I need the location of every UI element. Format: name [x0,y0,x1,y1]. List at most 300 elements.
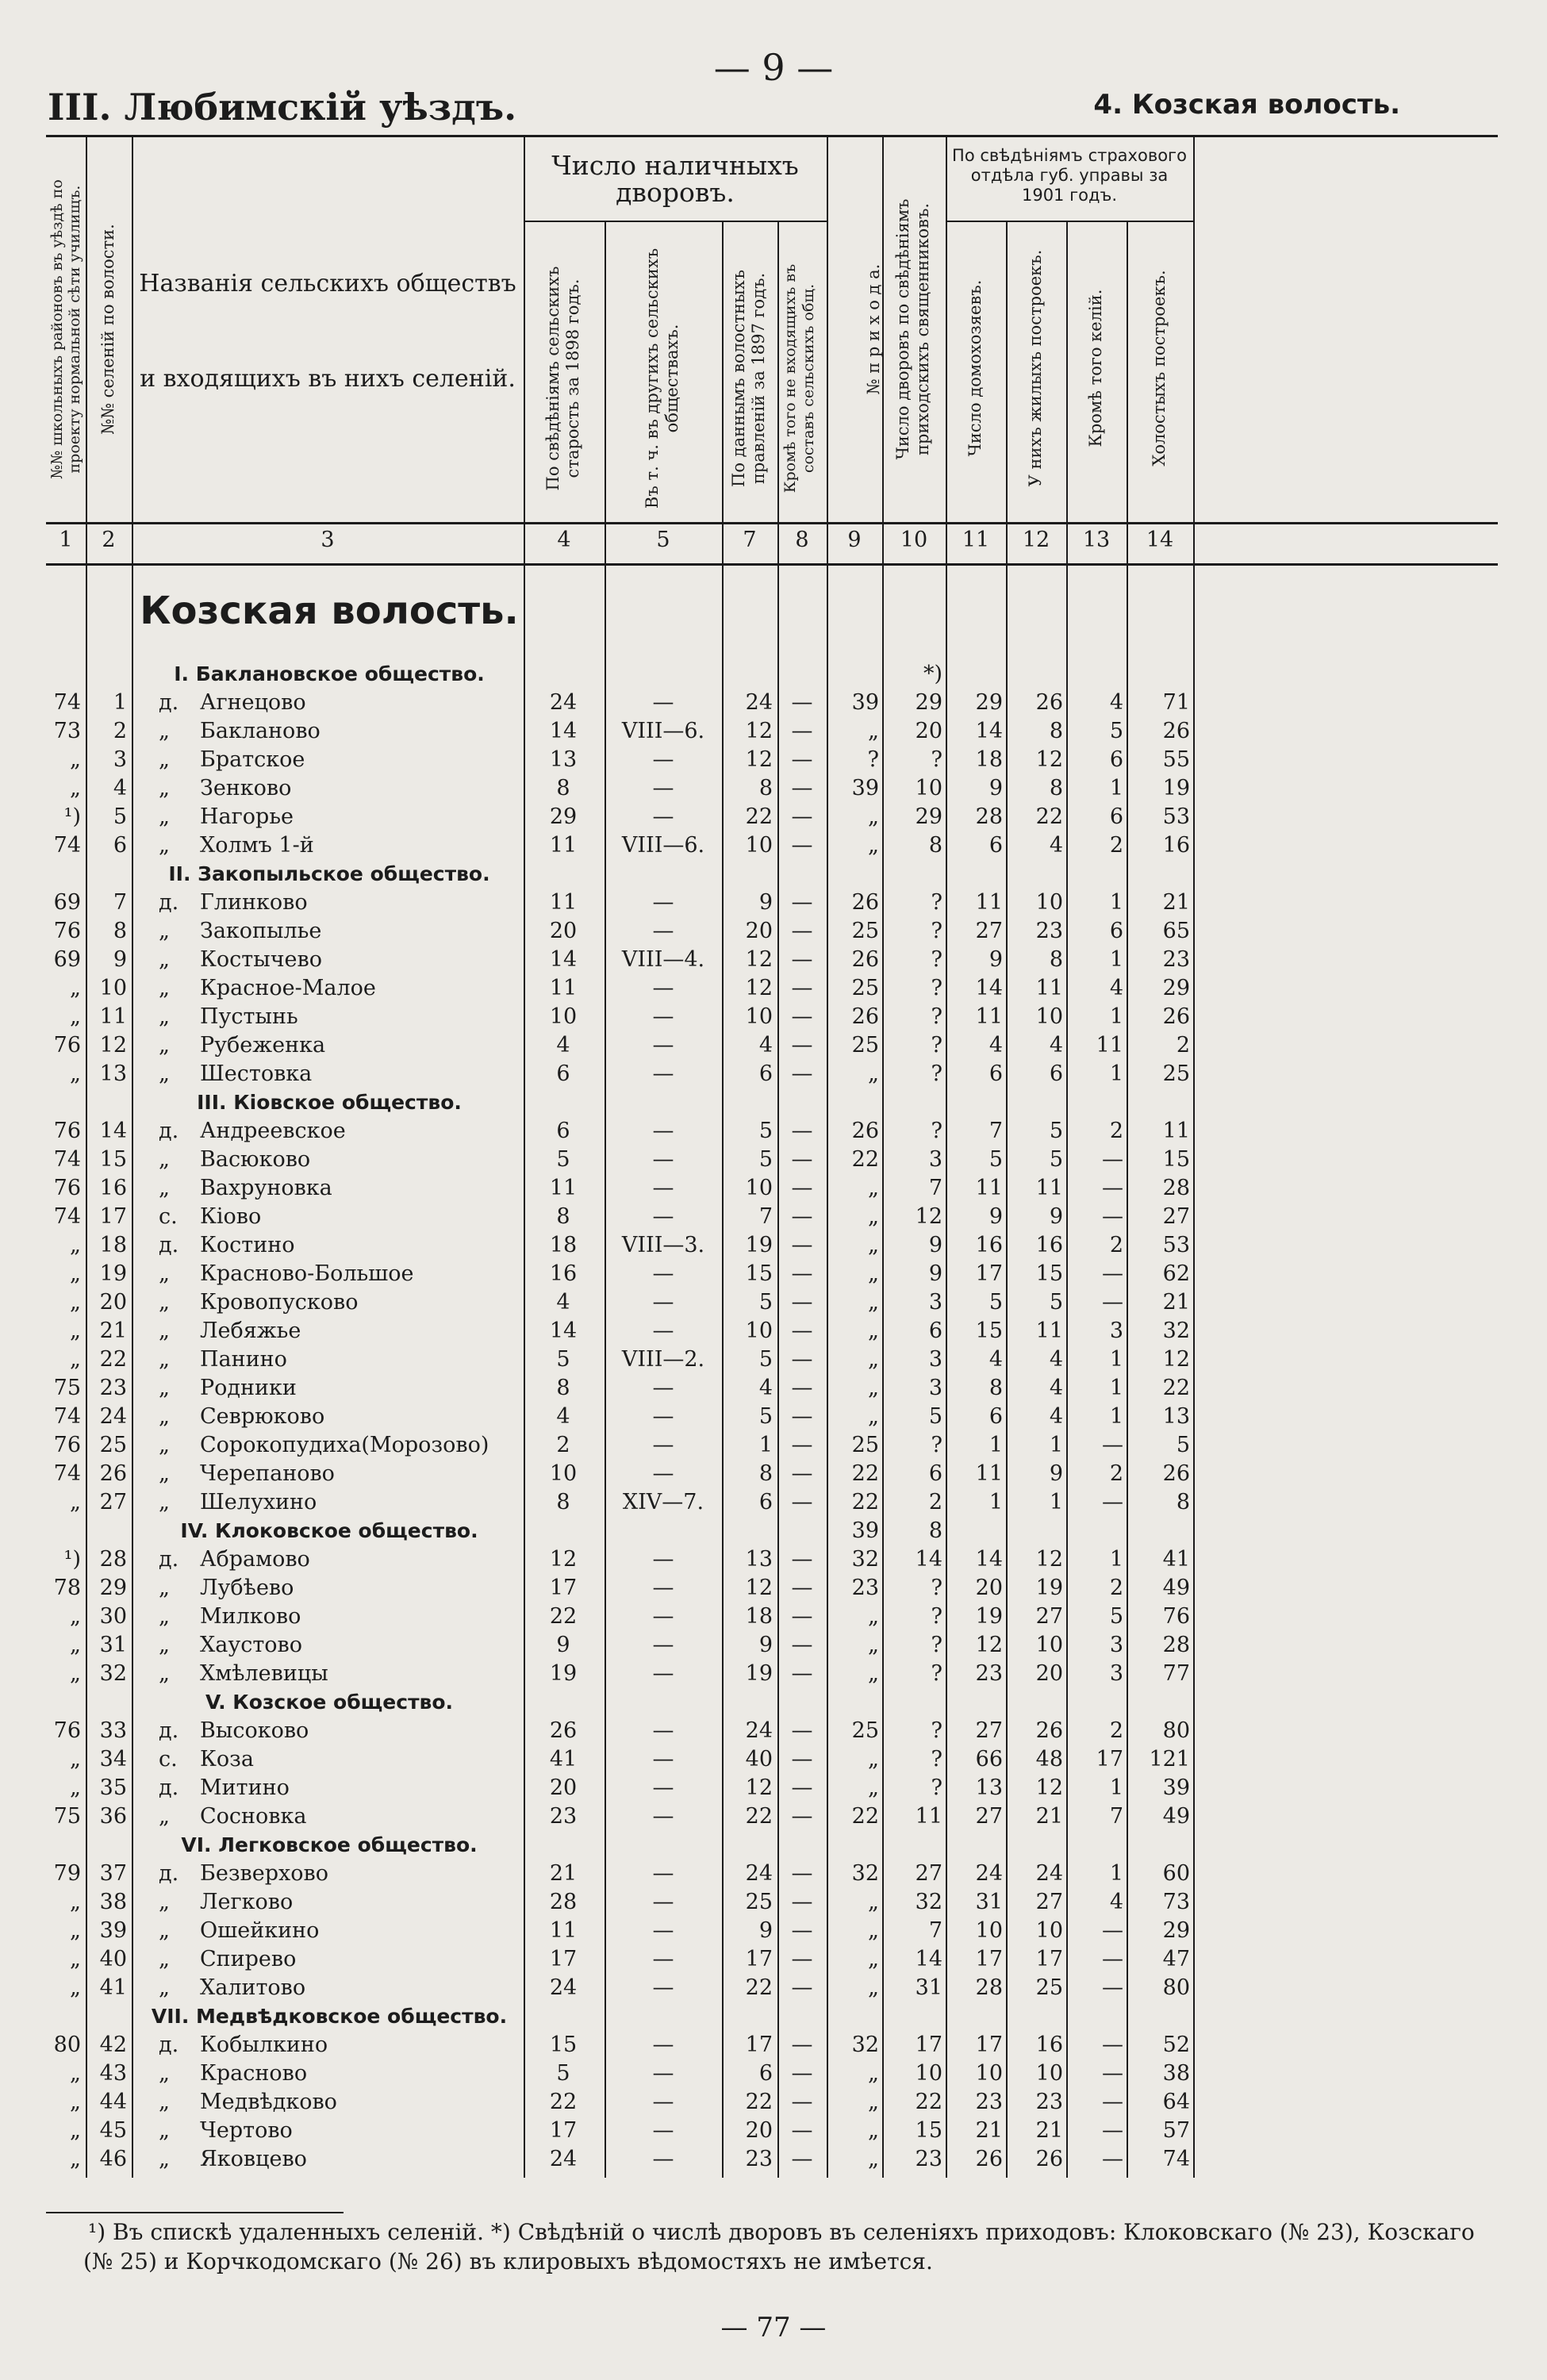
cell-col-11: 28 [975,804,1003,829]
cell-col-11: 14 [975,719,1003,743]
cell-col-7: 4 [758,1376,773,1400]
cell-col-1: ¹) [63,804,81,829]
cell-col-5: — [652,1290,674,1315]
settlement-type: с. [159,1204,178,1229]
village-name: Рубеженка [200,1033,326,1058]
cell-col-1: 76 [53,1119,81,1143]
cell-col-11: 12 [975,1633,1003,1657]
cell-col-4: 14 [549,1319,578,1343]
cell-col-8: — [791,2090,813,2114]
village-row [0,1945,1547,1974]
cell-col-1: „ [70,747,81,772]
cell-col-5: — [652,1633,674,1657]
village-row [0,889,1547,917]
cell-col-11: 17 [975,1261,1003,1286]
village-row [0,1860,1547,1888]
cell-col-14: 41 [1162,1547,1190,1572]
cell-col-4: 12 [549,1547,578,1572]
cell-col-14: 65 [1162,919,1190,943]
cell-col-10: ? [931,1661,942,1686]
cell-col-14: 53 [1162,1233,1190,1257]
cell-col-10: ? [931,919,942,943]
cell-col-8: — [791,1661,813,1686]
cell-col-4: 29 [549,804,578,829]
cell-col-10: 15 [915,2118,942,2143]
cell-col-13: 1 [1109,1404,1123,1429]
cell-col-5: — [652,1204,674,1229]
cell-col-1: 79 [53,1861,81,1886]
cell-col-1: 74 [53,690,81,715]
settlement-type: „ [159,976,170,1000]
cell-col-5: — [652,1918,674,1943]
cell-col-7: 10 [745,833,773,858]
cell-col-10: 6 [928,1319,942,1343]
cell-col-10: ? [931,1033,942,1058]
cell-col-11: 1 [988,1433,1003,1457]
cell-col-11: 21 [975,2118,1003,2143]
cell-col-5: VIII—6. [621,719,705,743]
cell-col-2: 36 [99,1804,127,1829]
cell-col-14: 60 [1162,1861,1190,1886]
cell-col-7: 10 [745,1176,773,1200]
cell-col-7: 18 [745,1604,773,1629]
cell-col-9: „ [868,2118,879,2143]
cell-col-14: 27 [1162,1204,1190,1229]
cell-col-10: 7 [928,1176,942,1200]
village-row [0,1403,1547,1431]
village-name: Спирево [200,1947,297,1971]
village-name: Кіово [200,1204,262,1229]
cell-col-13: 1 [1109,1861,1123,1886]
cell-col-11: 10 [975,2061,1003,2086]
cell-col-11: 9 [988,947,1003,972]
settlement-type: „ [159,2118,170,2143]
cell-col-10: 32 [915,1890,942,1914]
village-row [0,1717,1547,1745]
cell-col-14: 23 [1162,947,1190,972]
village-name: Чертово [200,2118,293,2143]
cell-col-12: 10 [1035,2061,1063,2086]
cell-col-14: 80 [1162,1975,1190,2000]
cell-col-2: 7 [113,890,127,915]
cell-col-12: 12 [1035,1547,1063,1572]
settlement-type: д. [159,1718,179,1743]
cell-col-9: „ [868,1204,879,1229]
cell-col-9: „ [868,2147,879,2171]
cell-col-1: 76 [53,1433,81,1457]
cell-col-7: 12 [745,947,773,972]
column-number: 12 [1022,528,1050,552]
cell-col-5: — [652,2061,674,2086]
cell-col-1: 75 [53,1376,81,1400]
cell-col-11: 11 [975,1004,1003,1029]
cell-col-10: 8 [928,1518,942,1543]
cell-col-14: 53 [1162,804,1190,829]
cell-col-1: „ [70,1290,81,1315]
cell-col-8: — [791,1747,813,1772]
cell-col-10: ? [931,1119,942,1143]
cell-col-11: 11 [975,890,1003,915]
cell-col-12: 11 [1035,976,1063,1000]
cell-col-4: 8 [556,1490,570,1514]
cell-col-10: 23 [915,2147,942,2171]
cell-col-9: 39 [851,1518,879,1543]
settlement-type: с. [159,1747,178,1772]
village-name: Холмъ 1-й [200,833,314,858]
cell-col-11: 16 [975,1233,1003,1257]
cell-col-10: 3 [928,1290,942,1315]
cell-col-13: — [1102,2033,1123,2057]
cell-col-1: 78 [53,1576,81,1600]
cell-col-12: 48 [1035,1747,1063,1772]
cell-col-8: — [791,1347,813,1372]
cell-col-11: 1 [988,1490,1003,1514]
cell-col-13: 5 [1109,719,1123,743]
village-row [0,917,1547,946]
settlement-type: „ [159,947,170,972]
cell-col-5: — [652,1604,674,1629]
cell-col-14: 47 [1162,1947,1190,1971]
cell-col-10: 22 [915,2090,942,2114]
cell-col-13: 1 [1109,776,1123,800]
cell-col-13: 1 [1109,890,1123,915]
cell-col-2: 17 [99,1204,127,1229]
cell-col-7: 12 [745,976,773,1000]
column-number: 1 [59,528,73,552]
column-number: 8 [795,528,809,552]
cell-col-12: 16 [1035,1233,1063,1257]
cell-col-11: 24 [975,1861,1003,1886]
cell-col-7: 19 [745,1661,773,1686]
cell-col-1: „ [70,1918,81,1943]
cell-col-2: 26 [99,1461,127,1486]
header-other-societies: Въ т. ч. въ другихъ сельскихъ обществахъ. [643,248,681,509]
cell-col-1: ¹) [63,1547,81,1572]
village-name: Лебяжье [200,1319,301,1343]
cell-col-2: 45 [99,2118,127,2143]
cell-col-5: — [652,1033,674,1058]
cell-col-2: 32 [99,1661,127,1686]
settlement-type: „ [159,1461,170,1486]
cell-col-2: 15 [99,1147,127,1172]
cell-col-10: 11 [915,1804,942,1829]
cell-col-4: 11 [549,1176,578,1200]
village-name: Зенково [200,776,292,800]
cell-col-1: 73 [53,719,81,743]
settlement-type: „ [159,1176,170,1200]
cell-col-8: — [791,1461,813,1486]
cell-col-12: 27 [1035,1604,1063,1629]
cell-col-7: 19 [745,1233,773,1257]
header-priest-households: Число дворовъ по свѣдѣніямъ приходскихъ священниковъ. [893,198,932,460]
cell-col-12: 8 [1049,947,1063,972]
cell-col-1: „ [70,1061,81,1086]
cell-col-14: 74 [1162,2147,1190,2171]
cell-col-7: 9 [758,890,773,915]
village-row [0,1460,1547,1488]
settlement-type: „ [159,2061,170,2086]
cell-col-2: 10 [99,976,127,1000]
cell-col-14: 2 [1176,1033,1190,1058]
cell-col-12: 21 [1035,1804,1063,1829]
cell-col-9: 32 [851,1861,879,1886]
cell-col-13: 6 [1109,747,1123,772]
settlement-type: „ [159,2090,170,2114]
cell-col-14: 49 [1162,1804,1190,1829]
cell-col-8: — [791,1918,813,1943]
village-name: Медвѣдково [200,2090,337,2114]
cell-col-11: 15 [975,1319,1003,1343]
cell-col-4: 2 [556,1433,570,1457]
cell-col-12: 8 [1049,776,1063,800]
settlement-type: „ [159,1975,170,2000]
cell-col-5: VIII—2. [621,1347,705,1372]
cell-col-8: — [791,2118,813,2143]
cell-col-7: 5 [758,1119,773,1143]
cell-col-13: — [1102,2147,1123,2171]
cell-col-7: 20 [745,2118,773,2143]
cell-col-11: 11 [975,1461,1003,1486]
village-name: Милково [200,1604,301,1629]
village-row [0,1603,1547,1631]
cell-col-13: 6 [1109,804,1123,829]
cell-col-11: 27 [975,1718,1003,1743]
cell-col-9: „ [868,1233,879,1257]
settlement-type: „ [159,1576,170,1600]
cell-col-14: 21 [1162,890,1190,915]
village-name: Красново-Большое [200,1261,414,1286]
cell-col-14: 26 [1162,719,1190,743]
cell-col-13: 5 [1109,1604,1123,1629]
cell-col-2: 18 [99,1233,127,1257]
cell-col-8: — [791,1261,813,1286]
cell-col-12: 8 [1049,719,1063,743]
cell-col-5: — [652,1004,674,1029]
cell-col-5: — [652,2147,674,2171]
header-insurance-group: По свѣдѣніямъ страхового отдѣла губ. управы за 1901 годъ. [952,146,1187,205]
village-name: Абрамово [200,1547,310,1572]
cell-col-2: 24 [99,1404,127,1429]
cell-col-2: 41 [99,1975,127,2000]
cell-col-7: 24 [745,1861,773,1886]
cell-col-12: 10 [1035,1004,1063,1029]
cell-col-14: 11 [1162,1119,1190,1143]
cell-col-7: 10 [745,1319,773,1343]
village-row [0,774,1547,803]
village-row [0,717,1547,746]
cell-col-14: 25 [1162,1061,1190,1086]
cell-col-11: 29 [975,690,1003,715]
cell-col-14: 55 [1162,747,1190,772]
cell-col-5: — [652,1461,674,1486]
cell-col-9: „ [868,1775,879,1800]
cell-col-5: — [652,976,674,1000]
village-row [0,1003,1547,1031]
village-name: Севрюково [200,1404,325,1429]
cell-col-5: — [652,1975,674,2000]
cell-col-14: 26 [1162,1004,1190,1029]
cell-col-13: 7 [1109,1804,1123,1829]
settlement-type: „ [159,1633,170,1657]
cell-col-7: 10 [745,1004,773,1029]
settlement-type: д. [159,2033,179,2057]
table-body [0,660,1547,2174]
village-name: Сосновка [200,1804,307,1829]
cell-col-8: — [791,2147,813,2171]
cell-col-14: 19 [1162,776,1190,800]
village-name: Шестовка [200,1061,313,1086]
cell-col-2: 40 [99,1947,127,1971]
cell-col-10: 17 [915,2033,942,2057]
cell-col-1: „ [70,1604,81,1629]
cell-col-10: ? [931,1576,942,1600]
cell-col-8: — [791,919,813,943]
village-row [0,2088,1547,2117]
village-name: Васюково [200,1147,311,1172]
cell-col-7: 15 [745,1261,773,1286]
footnote: ¹) Въ спискѣ удаленныхъ селеній. *) Свѣдѣній о числѣ дворовъ въ селеніяхъ приходовъ: Клоковскаго (№ 23), Козскаго (№ 25) и Корчкодомскаго (№ 26) въ клировыхъ вѣдомостяхъ не имѣется. [83,2219,1475,2274]
village-row [0,2145,1547,2174]
cell-col-12: 26 [1035,1718,1063,1743]
settlement-type: „ [159,1890,170,1914]
settlement-type: „ [159,747,170,772]
cell-col-9: 39 [851,690,879,715]
society-row [0,860,1547,889]
village-row [0,1431,1547,1460]
cell-col-2: 42 [99,2033,127,2057]
cell-col-8: — [791,747,813,772]
cell-col-8: — [791,1975,813,2000]
cell-col-1: 76 [53,919,81,943]
cell-col-8: — [791,1576,813,1600]
cell-col-9: 22 [851,1804,879,1829]
cell-col-4: 23 [549,1804,578,1829]
cell-col-13: 2 [1109,1576,1123,1600]
cell-col-4: 4 [556,1033,570,1058]
cell-col-2: 30 [99,1604,127,1629]
cell-col-10: ? [931,1718,942,1743]
cell-col-10: ? [931,1775,942,1800]
column-number: 14 [1146,528,1174,552]
cell-col-4: 41 [549,1747,578,1772]
settlement-type: „ [159,1147,170,1172]
settlement-type: „ [159,1918,170,1943]
header-village-number: №№ селеній по волости. [98,224,117,435]
cell-col-9: „ [868,1347,879,1372]
cell-col-7: 23 [745,2147,773,2171]
volost-title: 4. Козская волость. [1093,89,1400,121]
village-name: Глинково [200,890,308,915]
cell-col-14: 38 [1162,2061,1190,2086]
cell-col-12: 6 [1049,1061,1063,1086]
district-title: III. Любимскій уѣздъ. [48,86,517,129]
cell-col-5: — [652,1947,674,1971]
cell-col-9: 26 [851,1004,879,1029]
cell-col-7: 20 [745,919,773,943]
cell-col-4: 17 [549,1576,578,1600]
society-row [0,1688,1547,1717]
cell-col-1: „ [70,1347,81,1372]
cell-col-8: — [791,1119,813,1143]
cell-col-14: 80 [1162,1718,1190,1743]
cell-col-4: 21 [549,1861,578,1886]
cell-col-13: — [1102,2118,1123,2143]
society-name: II. Закопыльское общество. [168,862,490,885]
cell-col-4: 14 [549,947,578,972]
cell-col-7: 17 [745,2033,773,2057]
cell-col-12: 10 [1035,890,1063,915]
cell-col-12: 4 [1049,833,1063,858]
cell-col-12: 5 [1049,1290,1063,1315]
cell-col-7: 7 [758,1204,773,1229]
cell-col-11: 4 [988,1033,1003,1058]
cell-col-1: 80 [53,2033,81,2057]
cell-col-5: — [652,890,674,915]
cell-col-13: 1 [1109,947,1123,972]
settlement-type: „ [159,1604,170,1629]
cell-col-8: — [791,1033,813,1058]
cell-col-2: 39 [99,1918,127,1943]
cell-col-14: 26 [1162,1461,1190,1486]
cell-col-1: „ [70,1233,81,1257]
cell-col-8: — [791,1376,813,1400]
cell-col-2: 6 [113,833,127,858]
cell-col-9: „ [868,1918,879,1943]
cell-col-10: 29 [915,690,942,715]
footnote-rule [46,2212,344,2213]
village-name: Родники [200,1376,297,1400]
cell-col-5: — [652,804,674,829]
cell-col-8: — [791,2061,813,2086]
cell-col-4: 8 [556,1376,570,1400]
cell-col-13: 1 [1109,1061,1123,1086]
village-row [0,831,1547,860]
village-row [0,1374,1547,1403]
village-row [0,1631,1547,1660]
cell-col-13: — [1102,1147,1123,1172]
cell-col-4: 17 [549,2118,578,2143]
village-row [0,1317,1547,1345]
settlement-type: „ [159,1004,170,1029]
cell-col-11: 66 [975,1747,1003,1772]
cell-col-11: 23 [975,2090,1003,2114]
village-row [0,1574,1547,1603]
cell-col-14: 15 [1162,1147,1190,1172]
cell-col-10: ? [931,1433,942,1457]
column-number: 13 [1082,528,1111,552]
village-row [0,2059,1547,2088]
header-societies: Названія сельскихъ обществъ [139,270,516,298]
cell-col-11: 18 [975,747,1003,772]
cell-col-8: — [791,1147,813,1172]
cell-col-5: — [652,1861,674,1886]
cell-col-14: 77 [1162,1661,1190,1686]
cell-col-14: 28 [1162,1633,1190,1657]
cell-col-9: „ [868,1176,879,1200]
cell-col-13: 2 [1109,1119,1123,1143]
cell-col-10: 3 [928,1147,942,1172]
cell-col-10: ? [931,1004,942,1029]
cell-col-2: 12 [99,1033,127,1058]
cell-col-12: 1 [1049,1490,1063,1514]
cell-col-13: 3 [1109,1633,1123,1657]
cell-col-7: 40 [745,1747,773,1772]
cell-col-12: 4 [1049,1347,1063,1372]
cell-col-13: 2 [1109,833,1123,858]
cell-col-9: 26 [851,890,879,915]
village-row [0,746,1547,774]
village-name: Сорокопудиха(Морозово) [200,1433,489,1457]
